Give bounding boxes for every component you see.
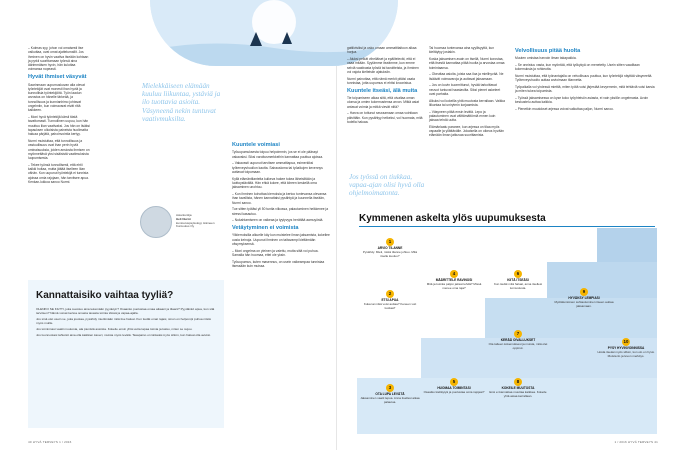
paragraph: Elämänlaatu paranee, kun arjessa on tilaa myös vapaalle ja yllättävälle. Jokaisella on oikeus hyvään elämään ilman jatkuvaa suorittamista. (429, 124, 504, 138)
paragraph: – Vakavasti uupunut tarvitsee ammattiapua, esimerkiksi työterveyshuollon kautta. Sairausloma tai työaikojen kevennys auttavat toipumaan. (232, 161, 323, 174)
paragraph: Työuupumus, kuten masennus, on usein vaikeampaa tunnistaa itsessään kuin muissa. (232, 259, 325, 268)
step-number: 10 (623, 339, 629, 344)
left-column-1 (28, 46, 90, 187)
step-number: 5 (450, 378, 458, 386)
box-body (36, 307, 216, 340)
steps-title: Kymmenen askelta ylös uupumuksesta (359, 213, 546, 224)
expert-title: kuntoutuspsykologi, Hämeen Kuntoutus Oy (176, 220, 215, 229)
left-column-3 (232, 140, 330, 271)
paragraph: Saarinmaan uupumuskuvan alla olevat työntekijät ovat monesti ihan hyviä ja kunnollisia työntekijöitä. Työn laadun arvostus on hänelle tärkeää, ja tunnollisuus ja kunnianhimo johtavat ongelmiin, kun voimavarat eivät riitä kaikkeen. (28, 82, 85, 113)
step-item (359, 238, 421, 258)
section-heading: Vetäytyminen ei voimista (232, 224, 299, 231)
step-text: Mitä ja kuinka paljon jaksat tehdä? Missä menee oma raja? (426, 281, 482, 290)
step-item (359, 384, 421, 404)
stair-tier (597, 228, 657, 262)
step-title: PYSY HYVINVOINNISSA (607, 346, 645, 350)
step-item (487, 270, 549, 290)
step-text: Myötätuntoinen suhtautuminen itseen auttaa jaksamaan. (554, 299, 614, 308)
step-item (423, 378, 485, 395)
paragraph: Ylikierroksilla alkuelle käy kun muistelee ilman jaksamista, kokeilee uusia keinoja. Uupunut ihminen on taitavampi kieltämään väsymyksensä. (232, 233, 330, 246)
step-number: 9 (580, 288, 588, 296)
step-title: KERÄÄ OIVALLUKSET (500, 338, 536, 342)
step-number: 1 (386, 238, 394, 246)
step-number: 7 (514, 330, 522, 338)
paragraph: Työpaikalla voi yhdessä miettiä, miten työtä voisi järjestää kevyemmin, mitä tehtäviä voisi karsia ja miten tukea toipumista. (515, 85, 655, 94)
paragraph: Alkuksi voi kokeilla yhtä muutosta kerrallaan. Vaikka liikuntaa tai unirytmin korjaamista. (429, 98, 505, 107)
intro-paragraph: – Kolmas syy, johon voi omaisesti itse vaikuttaa, ovat omat ajattelumallit. Jos ihminen on hyvin vaativa itseään kohtaan ja pyrkii suorittamaan työnsä aina äärimmäisen hyvin, hän kuluttaa voimansa nopeasti. (28, 46, 89, 72)
expert-role: Asiantuntija (176, 213, 192, 217)
step-title: MÄÄRITTELE RAVINOSI (435, 278, 473, 282)
paragraph: – Jos on kovin kuormittunut, hyvää tarkoittavat neuvot tuntuvat haastavilta. Siksi pienet askeleet ovat parhaita. (429, 83, 501, 96)
step-title: HYVÄKSY LEMPIASI (568, 296, 600, 300)
step-text: Osaatko kieltäytyä ja puolustaa omia rajojasi? (423, 389, 485, 394)
pull-quote: Jos työssä on tiukkaa, vapaa-ajan olisi hyvä olla ohjelmoimatonta. (349, 173, 425, 198)
paragraph: – Se onnistuu vasta, kun myöntää, että työkykyä on menetetty. Usein sitten vaaditaan kokemuksia ja rohkeutta. (515, 63, 640, 72)
step-text: Jaksaminen vaatii lepoa. Anna itsellesi aikaa palautua. (360, 395, 420, 404)
step-item (487, 378, 549, 398)
paragraph: Koska jaksamisen avain on itsellä, Nurmi korostaa, että itsestä kannattaa pitää huolta ja arvostaa omaa toimintaansa. (429, 56, 505, 70)
expert-caption (176, 214, 228, 229)
right-column-1 (347, 46, 423, 127)
paragraph: – Okeuttaa asioita, joista saa iloa ja mielihyvää. Ne lisäävät voimavaroja ja auttavat jaksamaan. (429, 72, 504, 81)
step-text: Pysähdy. Mieti, mistä tilanne johtuu. Mitä itselle kuuluu? (362, 249, 418, 258)
step-title: ETSI APUA (381, 298, 399, 302)
paragraph: Nurmi painottaa, että nämä merkit pitäisi osata tunnistaa, jotta uupumus ei ehtisi kroonistua. (347, 76, 415, 85)
paragraph: – Moni hyvä työntekijä kärsii tästä tavattomasti. Tunnollinen uupuu, kun hän muuttuu liian vaativaksi. Jos hän on lisäksi tapauksen ulkoisista paineista huolimatta haluaa pärjätä, pahoinvointia kertyy. (28, 115, 90, 137)
step-number: 6 (514, 270, 522, 278)
paragraph: Nurmi muistuttaa, että työnantajalla on velvollisuus puuttua, kun työntekijä näyttää väsyneeltä. Työterveyshuolto auttaa arvioimaan tilannetta. (515, 74, 653, 83)
section-heading: Velvollisuus pitää huolta (515, 48, 581, 54)
step-title: HUOMAA TOIMINTASI (437, 386, 471, 390)
paragraph: – Kun ihminen kohottaa kierroksia ja kertoo tuntevansa olevansa ihan tavallista, hänen kannattaisi pysähtyä ja kuunnella itseään, Nurmi sanoo. (232, 191, 327, 205)
step-item (359, 290, 421, 310)
box-title: Kannattaisiko vaihtaa tyyliä? (36, 290, 174, 301)
step-title: KOKEILE MUUTOSTA (501, 386, 535, 390)
step-text: Ensi ei kannattaa muuttaa kaikkea. Kokeile yhtä asiaa kerrallaan. (489, 389, 547, 398)
paragraph: gattiivisiksi ja usko omaan ammattitaitoon alkaa horjua. (347, 46, 417, 55)
paragraph: – Harva on tottunut seuraamaan omaa vointiaan päivittäin. Kun pysähtyy hetkeksi, voi huomata, mitä todella haluaa. (347, 111, 423, 124)
step-number: 2 (386, 290, 394, 298)
paragraph: Työuupumuksesta toipuu helpoimmin, jos se ei ole päässyt vakavaksi. Siksi varoitusmerkkeihin kannattaa puuttua ajoissa. (232, 150, 324, 159)
section-heading: Kuuntele itseäsi, älä muita (347, 87, 418, 94)
step-item (553, 288, 615, 308)
section-heading: Kuuntele voimiasi (232, 142, 280, 148)
step-text: Kun tiedät mitä haluat, anna itsellesi tunnustusta. (493, 281, 543, 290)
box-paragraph: Jos luonnostasi tahtoisit aina olla kaikkien kaveri, muista myös levätä. Tasapaino on tärkeää myös silloin, kun haluat olla avuksi. (36, 333, 211, 338)
paragraph: Nurmi muistuttaa, että tunnollisuus ja vastuullisuus ovat ihan perin hyviä ominaisuuksia, joiden ansiosta ihmisen on myönnettävä yksi sisäisistä vaatimuksista luopumisesta. (28, 138, 90, 161)
steps-divider (359, 226, 655, 227)
paragraph: – Moni ongelma on yleinen ja vaiettu, mutta siitä voi puhua. Samalla hän huomaa, ettei ole yksin. (232, 248, 319, 257)
step-item (423, 270, 485, 290)
box-paragraph: OLENKO SE KILTTI, joka suostuu aina tekemään pyydetyn? Osaanko puolustaa omaa aikaani ja tilaani? Pyydänkö apua, kun sitä tarvitsen? Nämä voivat kertoa omasta tavasta toimia töissä ja vapaa-ajalla. (36, 307, 215, 316)
paragraph: Kyllä elämäntilanteita kulkeva hakee tukea läheisiltään ja luottoystävältä. Hän ehkä kokee, että kiireen keskellä oma jaksaminen unohtuu. (232, 176, 317, 190)
paragraph: – Pienetkin muutokset arjessa voivat vaikuttaa paljon, Nurmi sanoo. (515, 107, 614, 112)
info-box (28, 280, 224, 428)
paragraph: – Työssä jaksamisessa on kyse koko työyhteisön asiasta, ei vain yksilön ongelmasta. Avoin keskustelu auttaa kaikkia. (515, 96, 649, 105)
step-text: Hoida itseäsi myös silloin, kun olo on hyvä. Muista ilo ja levon merkitys. (597, 349, 655, 358)
expert-name: Heli Nurmi (176, 216, 192, 221)
box-paragraph: Jos toiminnasi vaatii muutosta, ala pienistä asioista. Kokeile ensin yhtä uutta tapaa toimia ja katso, miten se sujuu. (36, 327, 193, 332)
right-page (337, 0, 674, 450)
step-text: Ota talteen kokemuksesi ja muista, mitä olet oppinut. (488, 341, 548, 350)
paragraph: – Tekee työnsä tunnollisesti, että ehtii kaikki hoitaa, mutta jättää itselleen liian vähän. Kun uupunut työntekijä ei tunnista ajoissa omia rajojaan, hän tarvitsee apua. Kenkan-lukkoa sanoo Nurmi. (28, 162, 89, 184)
step-number: 8 (514, 378, 522, 386)
step-title: ARVIO TILANNE (377, 246, 403, 250)
step-number: 4 (450, 270, 458, 278)
paragraph: Tai huomaa tuntevansa aina syyllisyyttä, kun kieltäytyy jostakin. (429, 46, 495, 55)
step-text: Kuka tai mikä voisi auttaa? Keneen voit luottaa? (363, 301, 417, 310)
section-heading: Hyvät ihmiset väsyvät (28, 74, 87, 81)
paragraph: Tue sitten työtäsi yli 50 tuntia viikossa, palautuminen heikkenee ja stressi kasautuu. (232, 207, 329, 216)
pull-quote: Mielekkäiseen elämään kuuluu liikuntaa, ystäviä ja ilo tuottavia asioita. Väsyneenä nekin tuntuvat vaativmuksilta. (142, 82, 221, 123)
paragraph: Tie toipumiseen alkaa siitä, että oivaltaa oman olonsa ja omien kokemustensa arvon. Mitkä asiat antavat voimia ja mitkä vievät niitä? (347, 95, 420, 109)
right-column-3 (515, 46, 655, 114)
right-column-2 (429, 46, 505, 140)
steps-staircase (357, 228, 657, 434)
step-title: KIITÄ ITSEÄSI (507, 278, 529, 282)
paragraph: Muuten omistaa harvoin ilman takapakkia. (515, 56, 577, 61)
paragraph: – Väsyneen pitää ensin levätä. Lepo ja palautuminen ovat välttämättömiä ennen kuin jaksaa tehdä uutta. (429, 109, 496, 123)
step-title: OTA LUPA LEVÄTÄ (375, 392, 405, 396)
step-item (487, 330, 549, 350)
step-item (595, 338, 657, 358)
step-number: 3 (386, 384, 394, 392)
paragraph: – Nukahtamiseen on vaikeaa ja tyytyvyys herättää aamuyöstä. (232, 218, 324, 223)
page-footer: 1 / 2016 HYVÄ TERVEYS 41 (614, 440, 658, 444)
box-paragraph: Jos sinä olet usein se, joka joustaa, pysähdy miettimään mitä itse haluat. Kun tiedät omat rajasi, sinun on helpompi puhua niistä myös muille. (36, 317, 211, 326)
paragraph: – Aluksi pelkät viheliäiset ja epäiltelevät, että ei osaa mitään. Syytämme itseämme, kun emme selviä vaativasta työstä tai tavoitteista, ja ihminen voi vajota kielteisiin ajatuksiin. (347, 56, 419, 74)
expert-photo (140, 206, 172, 238)
page-footer: 40 HYVÄ TERVEYS 1 / 2016 (28, 440, 72, 444)
